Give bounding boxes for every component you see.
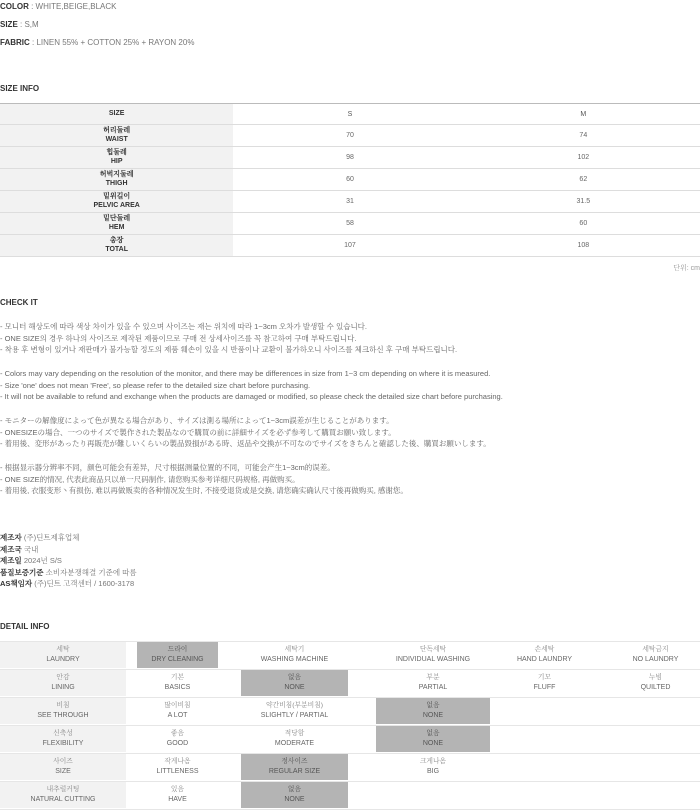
detail-cell [137, 670, 218, 696]
check-line-ja: - ONESIZEの場合、一つのサイズで製作された製品なので購買の前に詳細サイズを必ず参考して購買お願い致します。 [0, 427, 396, 437]
measure-label-ko: 허벅지둘레 [99, 171, 134, 178]
detail-cell-en: QUILTED [640, 683, 671, 691]
measure-label-en: WAIST [105, 135, 128, 143]
detail-cell-ko: 정사이즈 [281, 758, 308, 765]
detail-cell-en: FLUFF [533, 683, 556, 691]
measure-label-en: HIP [110, 157, 123, 165]
size-s-value: 107 [233, 235, 466, 257]
size-row [0, 235, 700, 257]
detail-cell-ko: 사이즈 [53, 758, 73, 765]
size-s-value: 31 [233, 191, 466, 213]
check-line-zh: - 根据显示器分辨率不同，颜色可能会有差异，尺寸根据测量位置的不同，可能会产生1~3cm的误差。 [0, 463, 335, 472]
maker-label: 제조자 [0, 533, 22, 542]
detail-cell-en: HAND LAUNDRY [516, 655, 573, 663]
detail-cell [241, 698, 348, 724]
detail-cell-en: NATURAL CUTTING [30, 795, 96, 803]
size-m-value: 60 [467, 213, 700, 235]
size-m-value: 102 [467, 147, 700, 169]
maker-value: (주)딘트제휴업체 [21, 533, 80, 542]
maker-label: 제조일 [0, 556, 22, 565]
size-table [0, 103, 700, 257]
size-s-value: 70 [233, 125, 466, 147]
detail-cell [0, 698, 126, 724]
maker-value: 소비자분쟁해결 기준에 따름 [43, 567, 137, 577]
detail-info-title: DETAIL INFO [0, 622, 50, 631]
fabric-label: FABRIC [0, 38, 30, 47]
detail-cell-en: NONE [284, 795, 305, 803]
detail-cell [241, 782, 348, 808]
size-m-value: 62 [467, 169, 700, 191]
measure-label [0, 147, 233, 169]
detail-cell-ko: 많이비침 [164, 702, 191, 709]
color-label: COLOR [0, 2, 29, 11]
detail-cell-en: PARTIAL [418, 683, 448, 691]
detail-cell-ko: 손세탁 [534, 646, 555, 653]
detail-cell-en: LITTLENESS [156, 767, 199, 775]
maker-value: (주)딘트 고객센터 / 1600-3178 [32, 579, 135, 588]
size-m-value: 108 [467, 235, 700, 257]
detail-cell-ko: 적당함 [284, 730, 305, 737]
detail-cell [376, 642, 490, 668]
check-line-ko: - 모니터 해상도에 따라 색상 차이가 있을 수 있으며 사이즈는 재는 위치에 따라 1~3cm 오차가 발생할 수 있습니다. [0, 322, 368, 331]
detail-cell-ko: 작게나옴 [164, 758, 191, 765]
measure-label-ko: 힙둘레 [106, 149, 127, 156]
detail-row [0, 669, 700, 697]
size-row [0, 125, 700, 147]
maker-line [0, 555, 137, 567]
check-ja-block [0, 415, 491, 450]
detail-cell-en: NONE [284, 683, 305, 691]
detail-cell-en: NONE [422, 739, 444, 747]
measure-label-en: PELVIC AREA [93, 201, 140, 209]
detail-cell-ko: 신축성 [53, 730, 73, 737]
size-m-value: 31.5 [467, 191, 700, 213]
detail-cell-ko: 없음 [287, 786, 302, 793]
detail-cell-ko: 있음 [170, 786, 185, 793]
detail-cell [376, 670, 490, 696]
size-row [0, 147, 700, 169]
check-line-zh: - 着用後, 衣服变形丶有损伤, 难以再做贩卖的各种情况发生时, 不接受退货或是交换, 请您确实确认尺寸後再做购买, 感谢您。 [0, 486, 408, 495]
maker-line [0, 544, 137, 556]
check-line-ko: - 착용 후 변형이 있거나 재판매가 불가능할 정도의 제품 훼손이 있을 시 반품이나 교환이 불가하오니 사이즈를 체크하신 후 구매 부탁드립니다. [0, 345, 458, 354]
detail-cell-ko: 기본 [170, 674, 185, 681]
detail-cell [0, 670, 126, 696]
detail-cell [241, 670, 348, 696]
detail-cell [241, 754, 348, 780]
check-line-ko: - ONE SIZE의 경우 하나의 사이즈로 제작된 제품이므로 구매 전 상세사이즈를 꼭 참고하여 구매 부탁드립니다. [0, 333, 357, 343]
detail-cell-ko: 좋음 [170, 730, 185, 737]
check-line-ja: - 着用後、変形があったり再販売が難しいくらいの製品毀損がある時、返品や交換が不可なのでサイズをきちんと確認した後、購買お願いします。 [0, 439, 491, 448]
detail-cell-ko: 누빔 [648, 674, 663, 681]
detail-cell-en: SIZE [55, 767, 71, 775]
detail-cell [137, 726, 218, 752]
color-line [0, 2, 116, 11]
check-line-zh: - ONE SIZE的情况, 代表此商品只以单一尺码制作, 请您购买参考详细尺码规格, 再做购买。 [0, 474, 300, 484]
detail-cell-en: GOOD [166, 739, 189, 747]
detail-cell [0, 782, 126, 808]
size-s-value: 58 [233, 213, 466, 235]
maker-label: AS책임자 [0, 579, 33, 588]
measure-label [0, 191, 233, 213]
measure-label [0, 125, 233, 147]
color-value: : WHITE,BEIGE,BLACK [28, 2, 117, 11]
detail-cell-ko: 약간비침(부분비침) [265, 702, 324, 709]
detail-cell-en: NO LAUNDRY [632, 655, 679, 663]
maker-info [0, 532, 137, 590]
detail-cell [611, 642, 700, 668]
detail-cell-en: BIG [426, 767, 440, 775]
size-info-title: SIZE INFO [0, 84, 40, 93]
detail-cell-en: NONE [422, 711, 444, 719]
detail-cell [0, 642, 126, 668]
size-row [0, 169, 700, 191]
size-line [0, 20, 39, 29]
detail-cell-en: SEE THROUGH [37, 711, 89, 719]
detail-cell-en: FLEXIBILITY [42, 739, 84, 747]
size-row [0, 191, 700, 213]
detail-cell-ko: 세탁금지 [642, 646, 669, 653]
detail-row [0, 725, 700, 753]
detail-cell [489, 642, 600, 668]
unit-note: 단위: cm [673, 265, 700, 272]
detail-cell [241, 642, 348, 668]
maker-line [0, 532, 137, 544]
size-header-label: SIZE [0, 104, 233, 125]
maker-value: 국내 [21, 544, 39, 554]
size-row [0, 213, 700, 235]
detail-cell [376, 754, 490, 780]
detail-cell-ko: 크게나옴 [419, 758, 447, 765]
detail-cell-ko: 기모 [537, 674, 552, 681]
detail-cell-ko: 없음 [287, 674, 302, 681]
maker-line [0, 578, 137, 590]
size-m-value: 74 [467, 125, 700, 147]
check-ko-block [0, 321, 457, 356]
detail-cell [137, 698, 218, 724]
detail-cell-en: A LOT [167, 711, 188, 719]
detail-cell-en: BASICS [164, 683, 191, 691]
maker-label: 제조국 [0, 544, 22, 554]
measure-label-ko: 총장 [109, 237, 124, 244]
detail-cell-en: SLIGHTLY / PARTIAL [260, 711, 329, 719]
detail-cell-ko: 세탁 [56, 646, 70, 653]
check-it-title: CHECK IT [0, 298, 38, 307]
detail-row [0, 641, 700, 669]
detail-cell-ko: 안감 [56, 674, 70, 681]
check-line-en: - Colors may vary depending on the resolution of the monitor, and there may be differences in size from 1~3 cm depending on where it is measured. [0, 369, 491, 378]
fabric-line [0, 38, 194, 47]
check-line-ja: - モニターの解像度によって色が異なる場合があり、サイズは測る場所によって1~3cm誤差が生じることがあります。 [0, 416, 394, 425]
detail-cell-ko: 없음 [426, 730, 440, 737]
measure-label-en: HEM [108, 223, 125, 231]
detail-cell-en: LAUNDRY [46, 655, 80, 663]
fabric-value: : LINEN 55% + COTTON 25% + RAYON 20% [29, 38, 195, 47]
measure-label-ko: 허리둘레 [103, 127, 131, 134]
detail-cell [376, 698, 490, 724]
detail-cell-ko: 세탁기 [284, 646, 305, 653]
detail-cell-ko: 내추럴커팅 [46, 786, 80, 793]
check-en-block [0, 368, 503, 403]
detail-cell-en: LINING [51, 683, 75, 691]
size-s-value: 60 [233, 169, 466, 191]
measure-label [0, 235, 233, 257]
measure-label-ko: 밑단둘레 [103, 215, 131, 222]
detail-cell-en: WASHING MACHINE [260, 655, 329, 663]
detail-cell-en: REGULAR SIZE [268, 767, 321, 775]
detail-cell-en: HAVE [168, 795, 187, 803]
detail-cell [0, 754, 126, 780]
check-line-en: - It will not be available to refund and exchange when the products are damaged or modified, so please check the detailed size chart before purchasing. [0, 392, 503, 401]
detail-cell-ko: 단독세탁 [419, 646, 447, 653]
detail-grid [0, 641, 700, 810]
detail-row [0, 781, 700, 810]
measure-label-ko: 밑위길이 [103, 193, 131, 200]
detail-cell [241, 726, 348, 752]
measure-label-en: TOTAL [105, 245, 128, 253]
detail-cell-ko: 비침 [56, 702, 70, 709]
detail-cell [137, 642, 218, 668]
detail-cell-ko: 부분 [426, 674, 440, 681]
size-header-m: M [467, 104, 700, 125]
detail-cell [489, 670, 600, 696]
measure-label [0, 169, 233, 191]
detail-cell-ko: 드라이 [167, 646, 188, 653]
measure-label [0, 213, 233, 235]
detail-cell-en: DRY CLEANING [151, 655, 204, 663]
size-table-header [0, 104, 700, 125]
detail-row [0, 753, 700, 781]
maker-label: 품질보증기준 [0, 567, 44, 577]
size-s-value: 98 [233, 147, 466, 169]
detail-row [0, 697, 700, 725]
measure-label-en: THIGH [105, 179, 128, 187]
detail-cell [376, 726, 490, 752]
detail-cell-en: MODERATE [274, 739, 315, 747]
detail-cell [611, 670, 700, 696]
check-line-en: - Size 'one' does not mean 'Free', so please refer to the detailed size chart before purchasing. [0, 380, 311, 390]
detail-cell [137, 754, 218, 780]
detail-cell [137, 782, 218, 808]
detail-cell [0, 726, 126, 752]
check-zh-block [0, 462, 408, 497]
size-value: : S,M [17, 20, 39, 29]
maker-line [0, 567, 137, 579]
detail-cell-en: INDIVIDUAL WASHING [395, 655, 471, 663]
maker-value: 2024년 S/S [21, 556, 62, 565]
size-header-s: S [233, 104, 466, 125]
detail-cell-ko: 없음 [426, 702, 440, 709]
size-label: SIZE [0, 20, 18, 29]
